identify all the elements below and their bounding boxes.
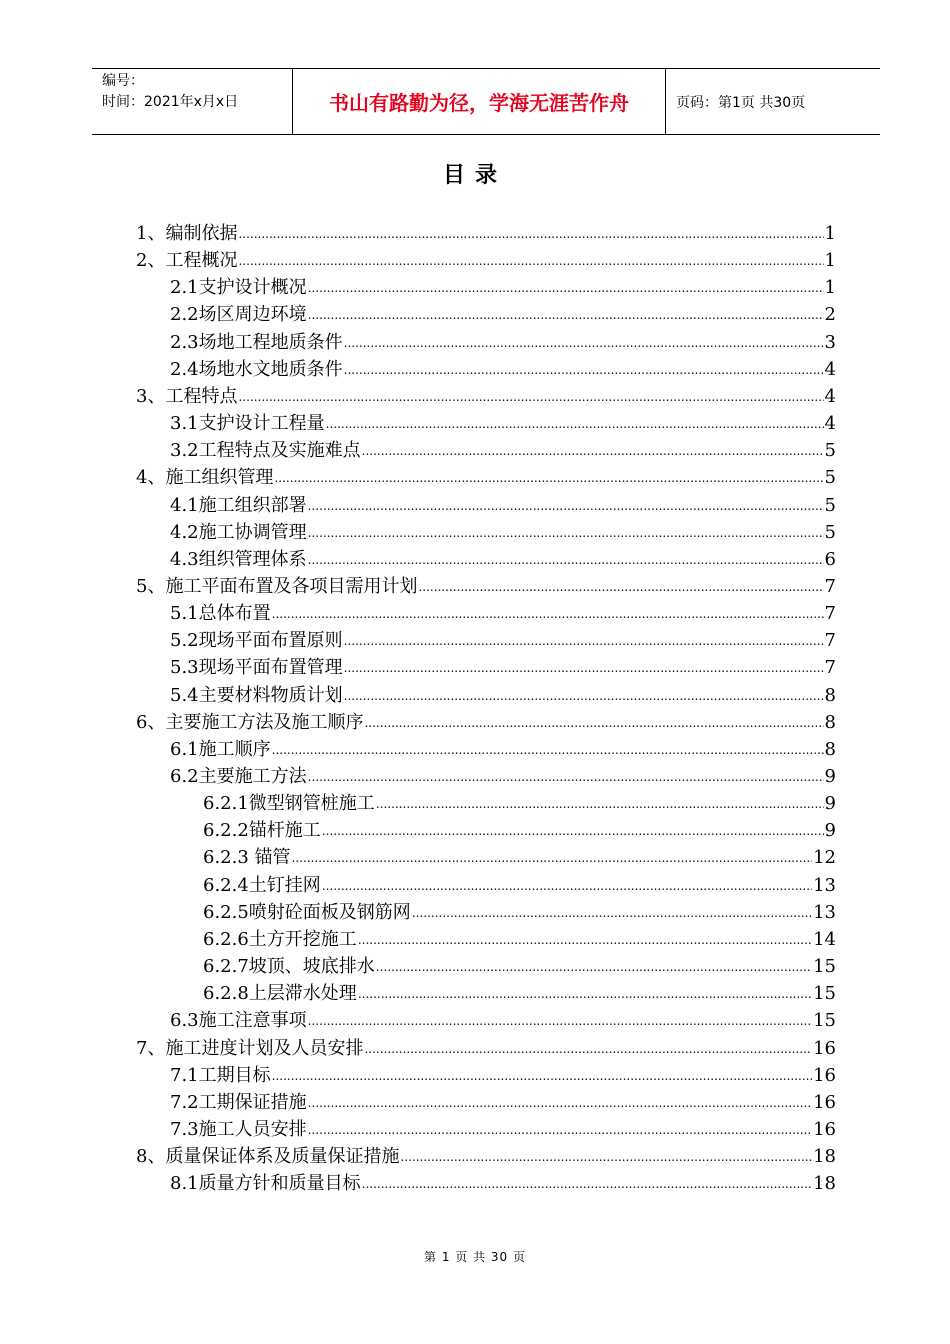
toc-entry-label: 5.1总体布置 [170,603,271,625]
toc-entry-label: 3.1支护设计工程量 [170,413,325,435]
toc-entry-label: 7、施工进度计划及人员安排 [136,1037,364,1059]
toc-entry-label: 6.2主要施工方法 [170,766,307,787]
toc-entry-page: 13 [813,874,836,896]
toc-leader-dots [308,548,824,571]
toc-entry-page: 16 [813,1064,836,1086]
toc-entry-page: 1 [824,223,836,244]
header-motto: 书山有路勤为径，学海无涯苦作舟 [293,69,666,134]
toc-entry-label: 2.4场地水文地质条件 [170,358,343,380]
toc-entry-page: 3 [824,331,836,353]
toc-leader-dots [272,1064,812,1087]
toc-entry-page: 18 [813,1146,836,1168]
header-meta [92,69,293,134]
toc-entry[interactable] [203,951,836,978]
toc-entry-label: 2.3场地工程地质条件 [170,331,343,353]
toc-title: 目录 [442,163,507,188]
toc-leader-dots [292,846,813,869]
toc-entry-page: 1 [824,250,836,272]
toc-entry-page: 4 [824,413,836,435]
toc-entry-page: 9 [824,766,836,787]
toc-entry-page: 14 [813,928,836,950]
toc-leader-dots [376,955,812,978]
toc-entry-label: 6.2.5喷射砼面板及钢筋网 [203,901,411,923]
toc-leader-dots [308,1118,812,1141]
toc-entry[interactable] [136,462,836,489]
toc-entry-label: 4.2施工协调管理 [170,521,307,543]
toc-entry-label: 6.2.1微型钢管桩施工 [203,793,375,815]
toc-entry-label: 5.3现场平面布置管理 [170,657,343,679]
toc-leader-dots [308,494,824,517]
toc-leader-dots [322,874,812,897]
toc-entry-page: 1 [824,277,836,299]
toc-entry[interactable] [170,408,836,435]
toc-leader-dots [272,738,824,761]
toc-entry-page: 16 [813,1037,836,1059]
toc-leader-dots [308,521,824,544]
toc-leader-dots [344,629,824,652]
toc-entry[interactable] [170,1114,836,1141]
toc-entry-page: 8 [824,711,836,733]
toc-leader-dots [308,765,824,788]
toc-leader-dots [362,1172,812,1195]
toc-leader-dots [364,1037,812,1060]
toc-entry-page: 13 [813,901,836,923]
toc-entry-label: 1、编制依据 [136,223,238,244]
toc-leader-dots [344,358,824,381]
toc-entry[interactable] [136,218,836,245]
toc-entry-page: 8 [824,738,836,760]
toc-entry-page: 7 [824,657,836,679]
toc-entry-label: 6.2.3 锚管 [203,847,291,869]
toc-entry[interactable] [170,652,836,679]
toc-entry-page: 8 [824,684,836,706]
toc-entry-label: 4.1施工组织部署 [170,494,307,516]
toc-entry[interactable] [136,1033,836,1060]
toc-entry[interactable] [136,571,836,598]
toc-entry[interactable] [170,544,836,571]
toc-entry[interactable] [170,517,836,544]
toc-entry-page: 7 [824,575,836,597]
toc-entry-page: 7 [824,630,836,652]
toc-entry-page: 15 [813,1010,836,1032]
toc-entry-label: 2.1支护设计概况 [170,277,307,299]
toc-entry[interactable] [170,1060,836,1087]
toc-entry-page: 4 [824,358,836,380]
toc-entry[interactable] [170,761,836,788]
toc-leader-dots [412,901,812,924]
toc-leader-dots [308,1009,812,1032]
toc-entry[interactable] [136,381,836,408]
toc-entry[interactable] [136,707,836,734]
toc-entry-label: 8、质量保证体系及质量保证措施 [136,1146,400,1168]
toc-entry-page: 4 [824,385,836,407]
toc-entry[interactable] [170,625,836,652]
doc-time-label: 时间：2021年x月x日 [102,94,239,110]
toc-entry-label: 7.1工期目标 [170,1064,271,1086]
toc-entry-label: 6.3施工注意事项 [170,1010,307,1032]
toc-leader-dots [418,575,823,598]
toc-entry-label: 3、工程特点 [136,385,238,407]
toc-entry-page: 7 [824,603,836,625]
toc-leader-dots [308,1091,812,1114]
toc-entry-page: 12 [813,847,836,869]
toc-entry-page: 2 [824,304,836,326]
doc-number-label: 编号： [102,73,144,89]
toc-entry-label: 2.2场区周边环境 [170,304,307,326]
toc-entry-page: 15 [813,983,836,1005]
toc-entry[interactable] [203,978,836,1005]
toc-leader-dots [344,331,824,354]
toc-entry[interactable] [136,1141,836,1168]
toc-leader-dots [272,602,824,625]
toc-leader-dots [326,412,824,435]
toc-entry-page: 5 [824,467,836,489]
toc-leader-dots [238,385,823,408]
toc-entry-label: 7.2工期保证措施 [170,1091,307,1113]
toc-entry-label: 6.1施工顺序 [170,738,271,760]
toc-leader-dots [358,928,812,951]
toc-entry[interactable] [203,924,836,951]
toc-entry-label: 3.2工程特点及实施难点 [170,440,361,462]
toc-leader-dots [344,656,824,679]
toc-entry-page: 15 [813,956,836,978]
toc-leader-dots [308,276,824,299]
toc-leader-dots [238,249,823,272]
toc-entry[interactable] [170,1168,836,1195]
header-page-code: 页码：第1页 共30页 [676,94,806,111]
toc-entry-label: 6、主要施工方法及施工顺序 [136,711,364,733]
toc-leader-dots [400,1145,812,1168]
toc-entry[interactable] [203,870,836,897]
toc-entry-page: 5 [824,521,836,543]
toc-entry-page: 18 [813,1173,836,1195]
toc-entry-label: 6.2.4土钉挂网 [203,874,321,896]
toc-entry[interactable] [203,842,836,869]
toc-leader-dots [358,982,812,1005]
toc-leader-dots [362,439,824,462]
page-header [92,68,880,135]
toc-entry[interactable] [136,245,836,272]
toc-entry[interactable] [170,1005,836,1032]
toc-entry[interactable] [203,897,836,924]
toc-entry-label: 6.2.2锚杆施工 [203,820,321,842]
toc-entry[interactable] [170,299,836,326]
toc-entry-label: 4.3组织管理体系 [170,548,307,570]
toc-entry-label: 5、施工平面布置及各项目需用计划 [136,575,418,597]
toc-entry[interactable] [170,354,836,381]
toc-entry[interactable] [170,680,836,707]
toc-entry-label: 7.3施工人员安排 [170,1118,307,1140]
toc-leader-dots [376,792,824,815]
toc-leader-dots [344,684,824,707]
toc-entry-page: 16 [813,1118,836,1140]
toc-entry-label: 4、施工组织管理 [136,467,274,489]
toc-leader-dots [238,222,823,245]
toc-entry-page: 16 [813,1091,836,1113]
toc-entry-label: 6.2.8上层滞水处理 [203,983,357,1005]
toc-leader-dots [308,303,824,326]
toc-entry-label: 5.4主要材料物质计划 [170,684,343,706]
toc-entry-page: 5 [824,440,836,462]
toc-entry[interactable] [170,272,836,299]
toc-entry[interactable] [170,1087,836,1114]
toc-entry-page: 9 [824,793,836,815]
toc-entry[interactable] [170,327,836,354]
toc-entry-page: 9 [824,820,836,842]
toc-leader-dots [322,819,824,842]
toc-entry-label: 6.2.6土方开挖施工 [203,928,357,950]
toc-entry-label: 2、工程概况 [136,250,238,272]
toc-entry-label: 5.2现场平面布置原则 [170,630,343,652]
toc-entry[interactable] [170,435,836,462]
toc-entry-label: 6.2.7坡顶、坡底排水 [203,956,375,978]
toc-leader-dots [364,711,823,734]
toc-entry[interactable] [170,734,836,761]
toc-entry-page: 6 [824,548,836,570]
toc-leader-dots [274,466,823,489]
toc-entry[interactable] [203,815,836,842]
toc-entry[interactable] [170,598,836,625]
toc-entry[interactable] [170,490,836,517]
page-footer: 第 1 页 共 30 页 [424,1250,526,1264]
toc-entry-page: 5 [824,494,836,516]
toc-entry[interactable] [203,788,836,815]
toc-entry-label: 8.1质量方针和质量目标 [170,1173,361,1195]
